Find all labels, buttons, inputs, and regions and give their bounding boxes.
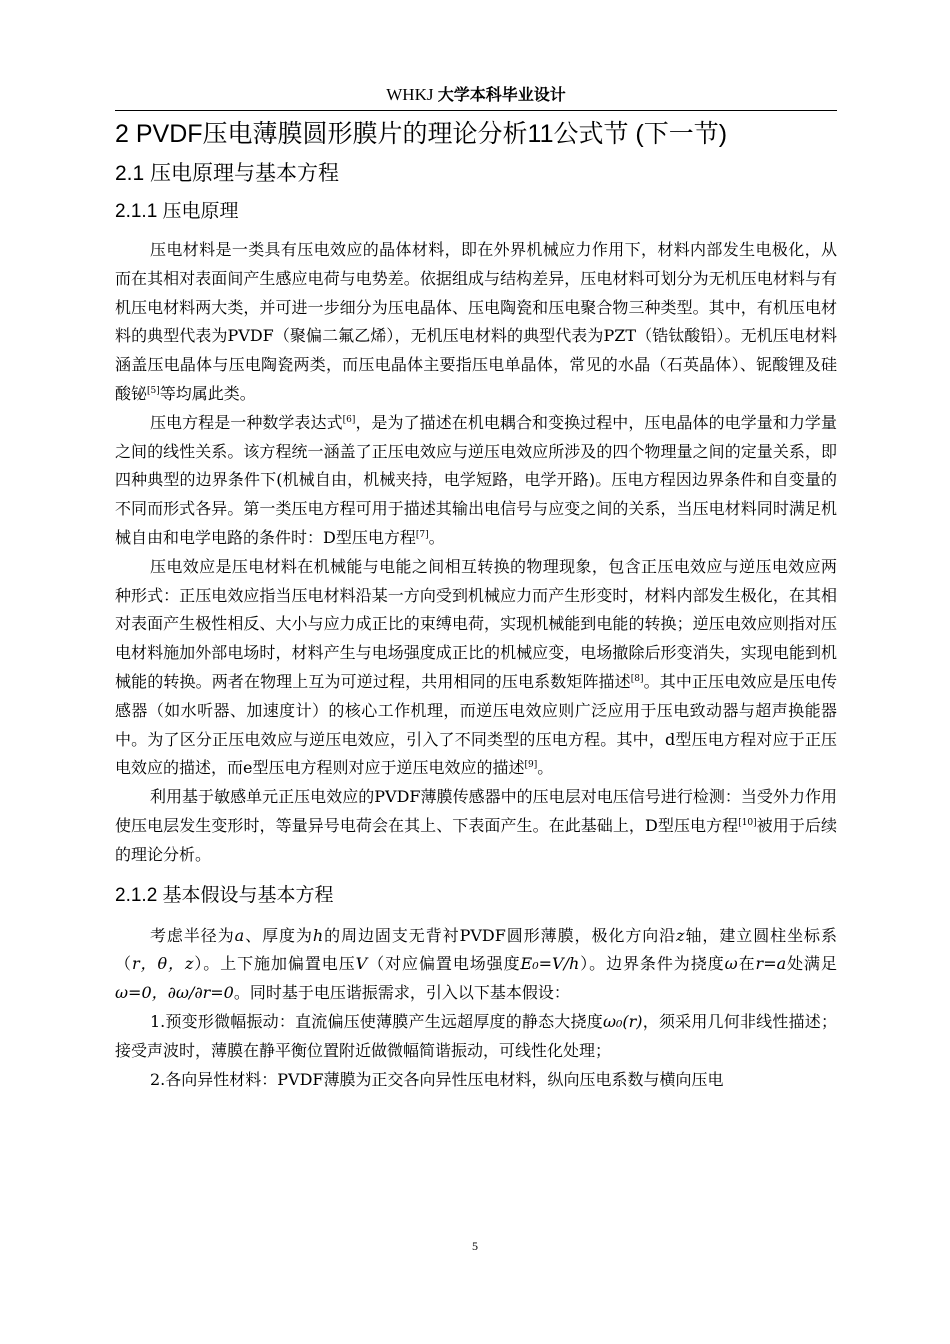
citation[interactable]: [7] [415, 529, 429, 540]
math-expression: ω=0，∂ω/∂r=0 [115, 983, 234, 1003]
subsection-title: 2.1.2 基本假设与基本方程 [115, 884, 334, 906]
paragraph-piezo-materials: 压电材料是一类具有压电效应的晶体材料，即在外界机械应力作用下，材料内部发生电极化，从而在其相对表面间产生感应电荷与电势差。依据组成与结构差异，压电材料可划分为无机压电材料与有机压电材料两大类，并可进一步细分为压电晶体、压电陶瓷和压电聚合物三种类型。其中，有机压电材料的典型代表为PVDF（聚偏二氟乙烯），无机压电材料的典型代表为PZT（锆钛酸铅）。无机压电材料涵盖压电晶体与压电陶瓷两类，而压电晶体主要指压电单晶体，常见的水晶（石英晶体）、铌酸锂及硅酸铋[5]等均属此类。 [115, 240, 837, 403]
math-expression: r=a [755, 954, 787, 974]
page-content [115, 114, 837, 1094]
header-prefix: WHKJ [386, 85, 434, 104]
citation[interactable]: [9] [524, 760, 538, 771]
paragraph-assumption-2: 2.各向异性材料：PVDF薄膜为正交各向异性压电材料，纵向压电系数与横向压电 [150, 1069, 724, 1089]
subsection-title: 2.1.1 压电原理 [115, 201, 239, 222]
citation[interactable]: [6] [342, 414, 356, 425]
paragraph-pvdf-sensor: 利用基于敏感单元正压电效应的PVDF薄膜传感器中的压电层对电压信号进行检测：当受外力作用使压电层发生变形时，等量异号电荷会在其上、下表面产生。在此基础上，D型压电方程[10]被用于后续的理论分析。 [115, 787, 837, 864]
running-header [115, 84, 837, 106]
math-symbol: V [355, 954, 368, 974]
section-title: 2.1 压电原理与基本方程 [115, 162, 340, 185]
math-symbol: z [676, 925, 685, 945]
math-expression: r，θ，z [131, 954, 194, 974]
math-symbol: ω [724, 954, 738, 974]
math-expression: ω₀(r) [602, 1011, 643, 1031]
math-symbol: a [234, 925, 245, 945]
paragraph-piezo-effect: 压电效应是压电材料在机械能与电能之间相互转换的物理现象，包含正压电效应与逆压电效应两种形式：正压电效应指当压电材料沿某一方向受到机械应力而产生形变时，材料内部发生极化，在其相对表面产生极性相反、大小与应力成正比的束缚电荷，实现机械能到电能的转换；逆压电效应则指对压电材料施加外部电场时，材料产生与电场强度成正比的机械应变，电场撤除后形变消失，实现电能到机械能的转换。两者在物理上互为可逆过程，共用相同的压电系数矩阵描述[8]。其中正压电效应是压电传感器（如水听器、加速度计）的核心工作机理，而逆压电效应则广泛应用于压电致动器与超声换能器中。为了区分正压电效应与逆压电效应，引入了不同类型的压电方程。其中，d型压电方程对应于正压电效应的描述，而e型压电方程则对应于逆压电效应的描述[9]。 [115, 556, 837, 778]
header-rule [115, 110, 837, 111]
paragraph-assumption-1: 1.预变形微幅振动：直流偏压使薄膜产生远超厚度的静态大挠度ω₀(r)，须采用几何非线性描述；接受声波时，薄膜在静平衡位置附近做微幅简谐振动，可线性化处理； [115, 1011, 837, 1060]
paragraph-piezo-equation: 压电方程是一种数学表达式[6]，是为了描述在机电耦合和变换过程中，压电晶体的电学量和力学量之间的线性关系。该方程统一涵盖了正压电效应与逆压电效应所涉及的四个物理量之间的定量关系，即四种典型的边界条件下(机械自由，机械夹持，电学短路，电学开路)。压电方程因边界条件和自变量的不同而形式各异。第一类压电方程可用于描述其输出电信号与应变之间的关系，当压电材料同时满足机械自由和电学电路的条件时：D型压电方程[7]。 [115, 412, 837, 547]
math-expression: E₀=V/h [520, 954, 580, 974]
chapter-title: 2 PVDF压电薄膜圆形膜片的理论分析11公式节 (下一节) [115, 120, 728, 148]
citation[interactable]: [5] [147, 385, 160, 396]
math-symbol: h [312, 925, 324, 945]
citation[interactable]: [8] [630, 673, 644, 684]
page-number: 5 [472, 1239, 478, 1253]
paragraph-model-setup: 考虑半径为a、厚度为h的周边固支无背衬PVDF圆形薄膜，极化方向沿z轴，建立圆柱坐标系（r，θ，z）。上下施加偏置电压V（对应偏置电场强度E₀=V/h）。边界条件为挠度ω在r=a处满足ω=0，∂ω/∂r=0。同时基于电压谐振需求，引入以下基本假设： [115, 925, 837, 1003]
citation[interactable]: [10] [738, 817, 757, 828]
header-title: 大学本科毕业设计 [437, 85, 566, 104]
